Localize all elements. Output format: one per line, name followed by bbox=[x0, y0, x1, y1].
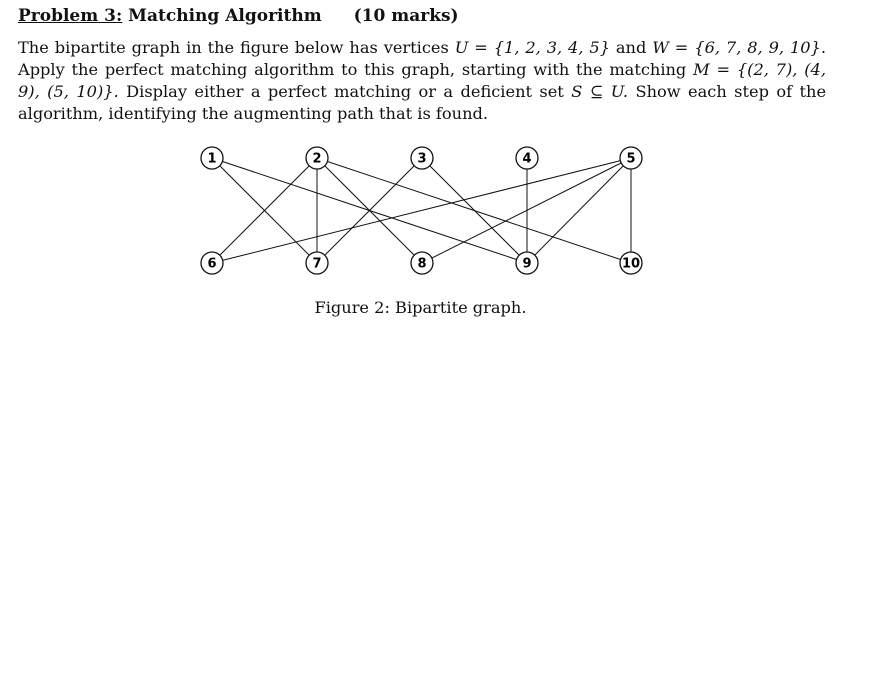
vertex-6 bbox=[201, 252, 223, 274]
vertex-4 bbox=[516, 147, 538, 169]
vertex-10 bbox=[620, 252, 642, 274]
vertex-3 bbox=[411, 147, 433, 169]
statement-intro: The bipartite graph in the figure below has vertices bbox=[18, 38, 449, 57]
bipartite-graph bbox=[180, 135, 660, 285]
vertex-2 bbox=[306, 147, 328, 169]
vertex-label-6: 6 bbox=[207, 256, 217, 272]
statement-display: Display either a perfect matching or a deficient set bbox=[126, 82, 564, 101]
figure-caption: Figure 2: Bipartite graph. bbox=[314, 298, 527, 317]
problem-statement bbox=[18, 37, 826, 125]
vertex-label-10: 10 bbox=[621, 256, 641, 272]
vertex-9 bbox=[516, 252, 538, 274]
deficient-set: S ⊆ U. bbox=[571, 82, 629, 101]
vertex-label-2: 2 bbox=[312, 151, 322, 167]
vertex-label-5: 5 bbox=[626, 151, 636, 167]
problem-heading bbox=[18, 6, 459, 26]
vertex-set-w: W = {6, 7, 8, 9, 10}. bbox=[652, 38, 826, 57]
vertex-1 bbox=[201, 147, 223, 169]
edge-5-6 bbox=[212, 158, 631, 263]
and-word: and bbox=[615, 38, 647, 57]
statement-closing: Show each step of the algorithm, identifying the augmenting path that is found. bbox=[18, 82, 827, 123]
edge-5-9 bbox=[527, 158, 631, 263]
vertex-7 bbox=[306, 252, 328, 274]
initial-matching: M = {(2, 7), (4, 9), (5, 10)}. bbox=[18, 60, 826, 101]
vertex-label-7: 7 bbox=[312, 256, 322, 272]
vertex-label-1: 1 bbox=[207, 151, 217, 167]
vertex-label-8: 8 bbox=[417, 256, 427, 272]
vertex-8 bbox=[411, 252, 433, 274]
problem-title: Matching Algorithm bbox=[128, 6, 322, 26]
graph-edges bbox=[212, 158, 631, 263]
problem-label: Problem 3: bbox=[18, 6, 123, 26]
vertex-label-4: 4 bbox=[522, 151, 532, 167]
vertex-set-u: U = {1, 2, 3, 4, 5} bbox=[454, 38, 610, 57]
bipartite-graph-figure bbox=[180, 135, 660, 285]
vertex-label-3: 3 bbox=[417, 151, 427, 167]
vertex-5 bbox=[620, 147, 642, 169]
problem-marks: (10 marks) bbox=[353, 6, 459, 26]
vertex-label-9: 9 bbox=[522, 256, 532, 272]
statement-apply: Apply the perfect matching algorithm to this graph, starting with the matching bbox=[18, 60, 687, 79]
edge-3-9 bbox=[422, 158, 527, 263]
